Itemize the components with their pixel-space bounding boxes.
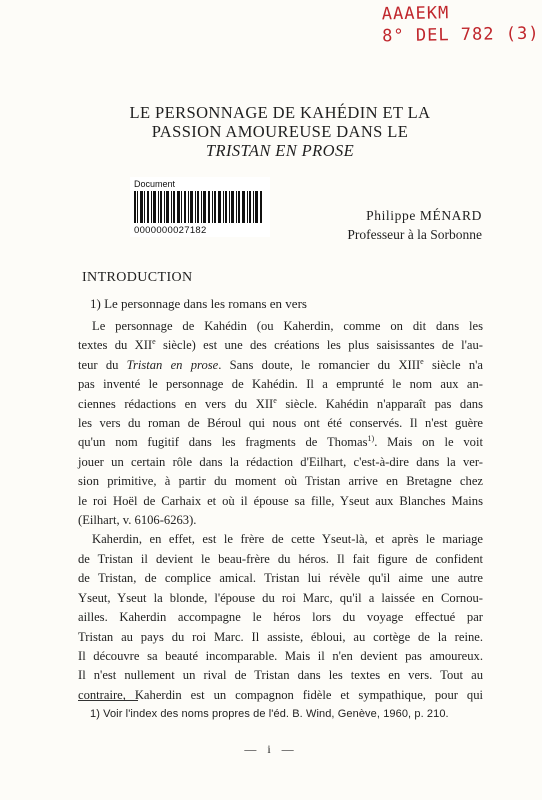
text-line: Tristan au pays du roi Marc. Il assiste, ébloui, au cortège de la reine. [78,629,483,644]
shelfmark-line-1: AAAEKM [381,3,450,25]
section-heading: INTRODUCTION [82,270,193,285]
text-line: teur du Tristan en prose. Sans doute, le romancier du XIIIe siècle n'a [78,356,483,372]
barcode-icon [134,191,262,223]
title-line-1: LE PERSONNAGE DE KAHÉDIN ET LA [129,103,431,122]
page-number: — i — [244,742,298,756]
text-line: de Tristan, de complice amical. Tristan lui révèle qu'il aime une autre [78,571,483,586]
barcode-sticker [130,177,270,237]
text-line: Kaherdin, en effet, est le frère de cette Yseut-là, et après le mariage [92,532,483,547]
shelfmark-line-2: 8° DEL 782 (3) [382,23,540,47]
text-line: Il n'est nullement un rival de Tristan dans les textes en vers. Tout au [78,668,483,683]
text-line: Il découvre sa beauté incomparable. Mais il n'en devient pas amoureux. [78,648,483,663]
text-line: Yseut, Yseut la blonde, l'épouse du roi Marc, qu'il a laissée en Cornou- [78,590,483,605]
text-line: ailles. Kaherdin accompagne le héros lors du voyage effectué par [78,610,483,625]
text-line: contraire, Kaherdin est un compagnon fidèle et sympathique, pour qui [78,687,483,702]
text-line: le roi Hoël de Carhaix et où il épouse sa fille, Yseut aux Blanches Mains [78,493,483,508]
handwritten-shelfmark [382,1,539,48]
subsection-title: 1) Le personnage dans les romans en vers [90,296,307,311]
barcode-label: Document [134,179,176,189]
text-line: sion primitive, à partir du moment où Tristan arrive en Bretagne chez [78,474,483,489]
text-line: les vers du roman de Béroul qui nous ont été conservés. Il n'est guère [78,416,483,431]
author-name: Philippe MÉNARD [366,208,482,223]
footnote-ref: 1) [367,434,375,444]
text-line: qu'un nom fugitif dans les fragments de Thomas$^{1)}$. Mais on le voit [78,434,483,450]
author-block [347,206,482,244]
text-line: de Tristan il devient le beau-frère du héros. Il fait figure de confident [78,551,483,566]
footnote-rule [78,700,138,701]
author-affiliation: Professeur à la Sorbonne [347,227,482,242]
title-line-3: TRISTAN EN PROSE [205,141,355,160]
barcode-number: 0000000027182 [134,225,207,236]
text-line: ciennes rédactions en vers du XIIe siècle. Kahédin n'apparaît pas dans [78,395,484,411]
body-text [78,317,483,705]
text-line: Le personnage de Kahédin (ou Kaherdin, comme on dit dans les [92,319,483,333]
text-line: (Eilhart, v. 6106-6263). [78,513,197,528]
text-line: jouer un certain rôle dans la rédaction d'Eilhart, c'est-à-dire dans la ver- [78,454,483,469]
title-line-2: PASSION AMOUREUSE DANS LE [151,122,409,141]
footnote: 1) Voir l'index des noms propres de l'éd. B. Wind, Genève, 1960, p. 210. [90,708,449,720]
text-line: textes du XIIe siècle) est une des créations les plus saisissantes de l'au- [78,337,483,353]
article-title [60,103,500,160]
text-line: pas inventé le personnage de Kahédin. Il a emprunté le nom aux an- [78,377,483,392]
